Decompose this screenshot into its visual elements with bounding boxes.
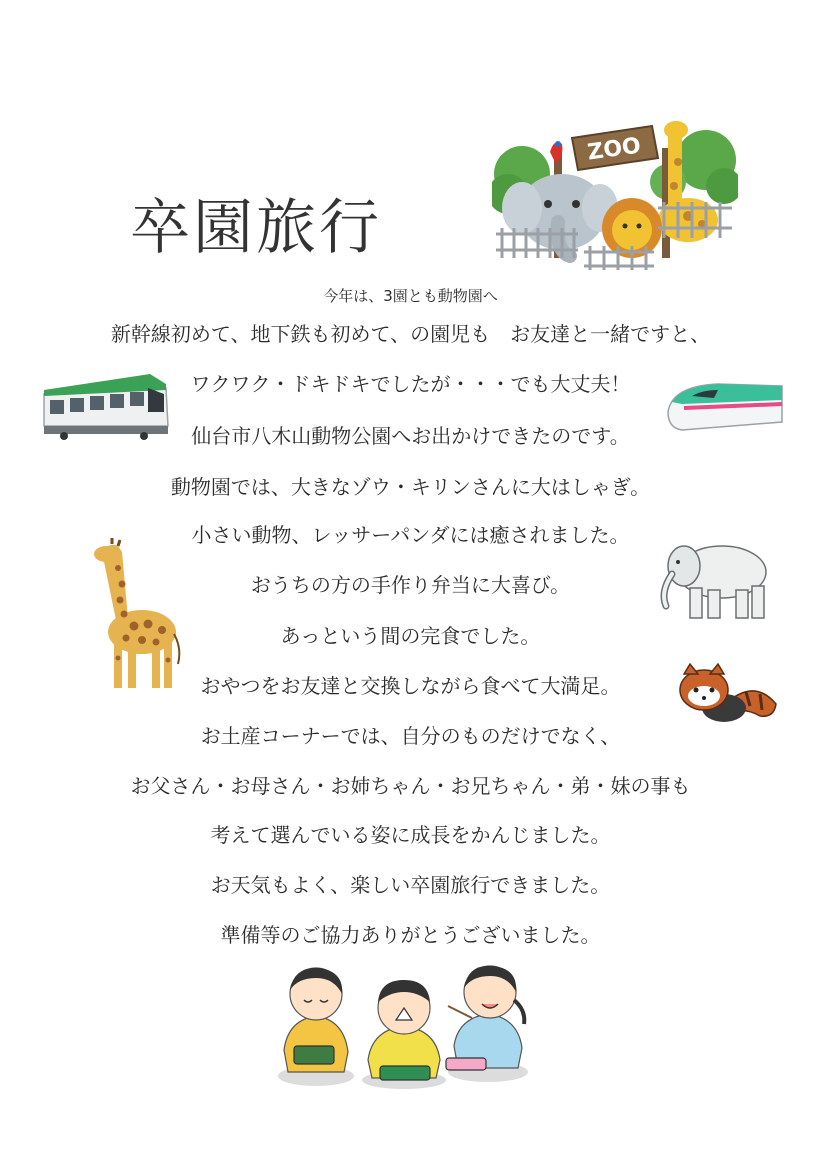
- text-line: お土産コーナーでは、自分のものだけでなく、: [200, 724, 621, 748]
- text-line: 考えて選んでいる姿に成長をかんじました。: [210, 823, 611, 847]
- text-line: おうちの方の手作り弁当に大喜び。: [250, 573, 571, 597]
- text-line: 小さい動物、レッサーパンダには癒されました。: [191, 523, 630, 547]
- zoo-sign-text: ZOO: [586, 133, 643, 166]
- text-line: 新幹線初めて、地下鉄も初めて、の園児も お友達と一緒ですと、: [110, 322, 711, 346]
- text-line: ワクワク・ドキドキでしたが・・・でも大丈夫！: [190, 372, 631, 396]
- text-line: お天気もよく、楽しい卒園旅行できました。: [210, 873, 611, 897]
- text-line: あっという間の完食でした。: [280, 624, 541, 648]
- text-line: 準備等のご協力ありがとうございました。: [220, 923, 601, 947]
- giraffe-illustration: [88, 538, 182, 692]
- page-title: 卒園旅行: [130, 193, 382, 264]
- children-eating-illustration: [268, 960, 540, 1090]
- text-line: 仙台市八木山動物公園へお出かけできたのです。: [191, 424, 630, 448]
- text-line: おやつをお友達と交換しながら食べて大満足。: [200, 674, 621, 698]
- text-line: 今年は、3園とも動物園へ: [323, 287, 498, 305]
- zoo-gate-illustration: [492, 112, 738, 272]
- text-line: お父さん・お母さん・お姉ちゃん・お兄ちゃん・弟・妹の事も: [130, 774, 691, 798]
- text-line: 動物園では、大きなゾウ・キリンさんに大はしゃぎ。: [170, 475, 651, 499]
